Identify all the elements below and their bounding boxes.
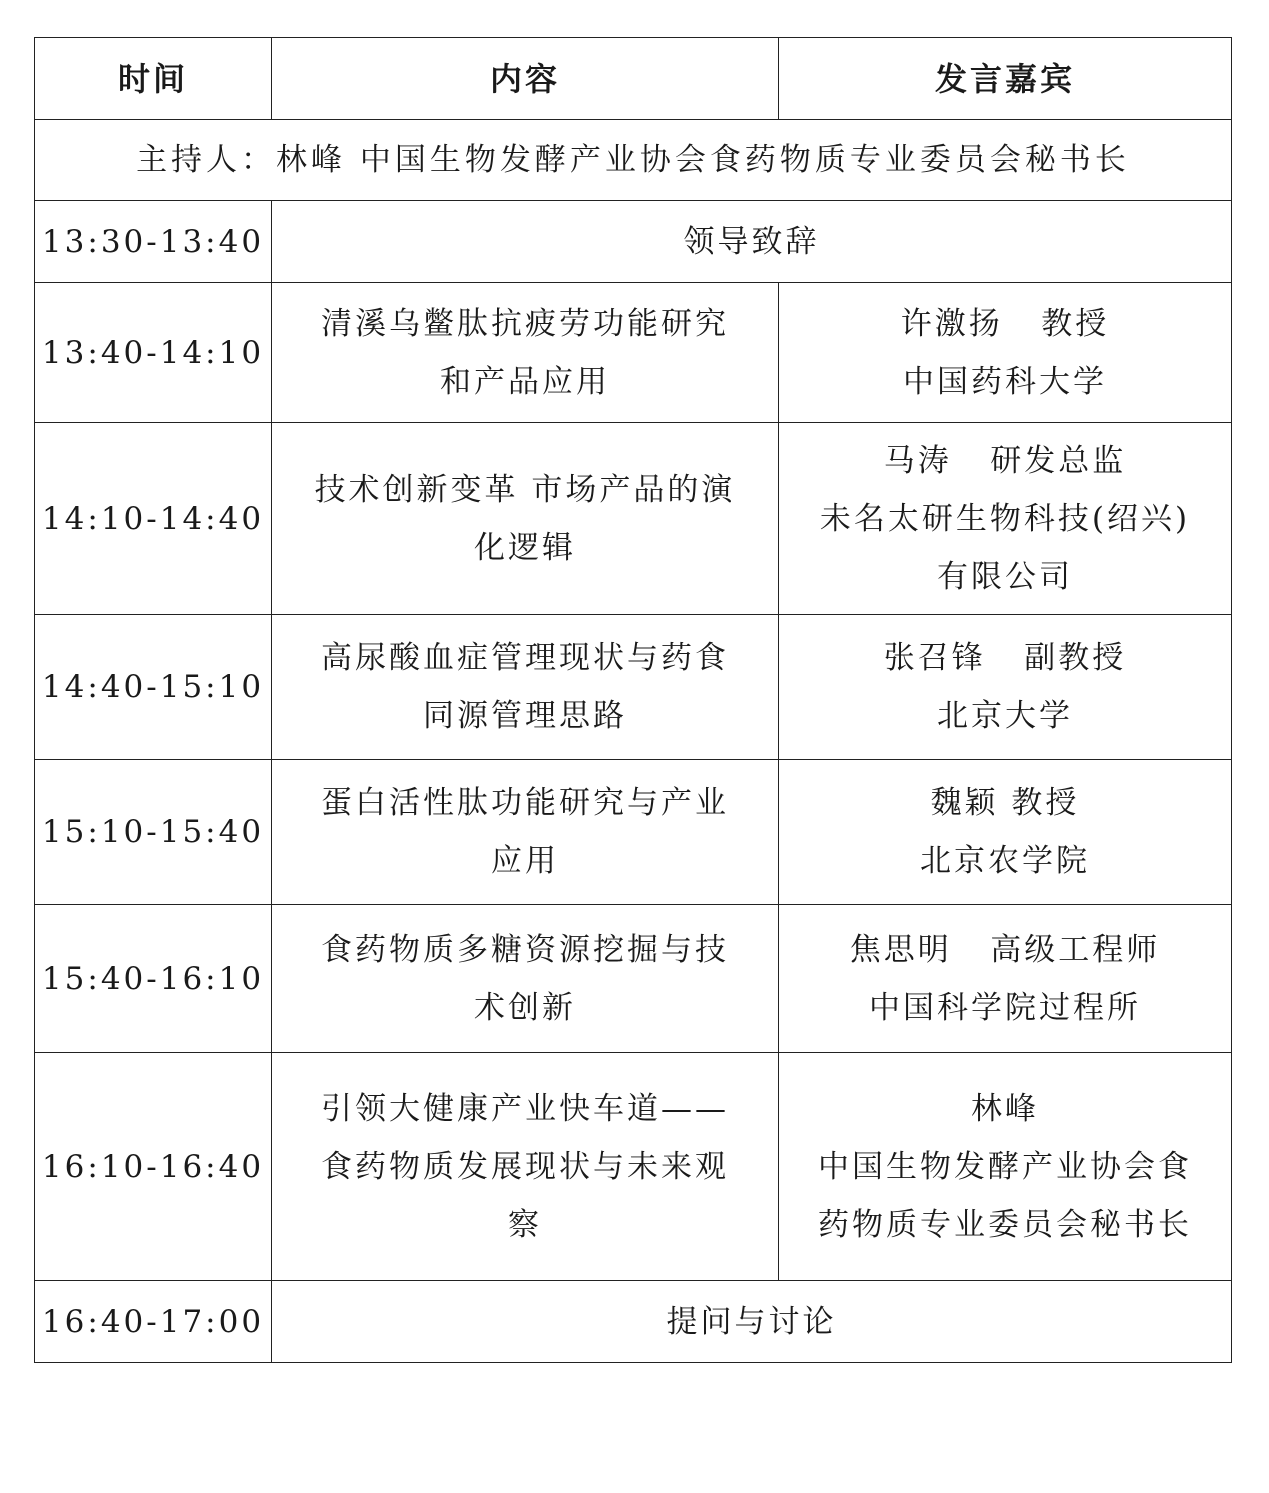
host-row	[35, 120, 1232, 201]
content-cell	[272, 1281, 1232, 1363]
table-row	[35, 615, 1232, 760]
content-line: 术创新	[474, 989, 576, 1026]
speaker-line: 许激扬 教授	[900, 305, 1110, 342]
table-row	[35, 1053, 1232, 1281]
agenda-table	[34, 37, 1232, 1363]
content-line: 化逻辑	[474, 529, 576, 566]
content-cell	[272, 201, 1232, 283]
content-line: 食药物质多糖资源挖掘与技	[321, 931, 729, 968]
speaker-line: 北京农学院	[920, 843, 1090, 879]
content-line: 领导致辞	[683, 223, 820, 260]
speaker-line: 中国生物发酵产业协会食	[818, 1148, 1192, 1185]
content-line: 引领大健康产业快车道——	[321, 1090, 729, 1127]
speaker-line: 魏颖 教授	[930, 785, 1080, 821]
table-header-row	[35, 38, 1232, 120]
speaker-cell	[779, 423, 1232, 615]
time-cell: 15:40-16:10	[35, 905, 272, 1053]
content-line: 应用	[491, 843, 559, 879]
time-cell: 14:10-14:40	[35, 423, 272, 615]
content-cell	[272, 905, 779, 1053]
content-cell	[272, 283, 779, 423]
content-line: 和产品应用	[440, 363, 610, 400]
table-row	[35, 283, 1232, 423]
speaker-line: 马涛 研发总监	[883, 442, 1127, 479]
content-line: 清溪乌鳖肽抗疲劳功能研究	[321, 305, 729, 342]
time-cell: 16:10-16:40	[35, 1053, 272, 1281]
content-line: 蛋白活性肽功能研究与产业	[321, 785, 729, 821]
host-cell: 主持人：林峰 中国生物发酵产业协会食药物质专业委员会秘书长	[35, 120, 1232, 201]
content-line: 同源管理思路	[423, 698, 627, 734]
table-row	[35, 423, 1232, 615]
header-content: 内容	[272, 38, 779, 120]
time-cell: 13:40-14:10	[35, 283, 272, 423]
time-cell: 14:40-15:10	[35, 615, 272, 760]
content-line: 高尿酸血症管理现状与药食	[321, 640, 729, 676]
speaker-cell	[779, 905, 1232, 1053]
table-row	[35, 201, 1232, 283]
content-cell	[272, 423, 779, 615]
header-speaker: 发言嘉宾	[779, 38, 1232, 120]
content-cell	[272, 615, 779, 760]
table-row	[35, 760, 1232, 905]
table-row	[35, 1281, 1232, 1363]
content-line: 提问与讨论	[666, 1303, 837, 1340]
time-cell: 15:10-15:40	[35, 760, 272, 905]
speaker-line: 未名太研生物科技(绍兴)	[819, 500, 1191, 537]
speaker-cell	[779, 1053, 1232, 1281]
content-line: 察	[508, 1206, 542, 1243]
time-cell: 16:40-17:00	[35, 1281, 272, 1363]
speaker-cell	[779, 760, 1232, 905]
speaker-line: 焦思明 高级工程师	[849, 931, 1161, 968]
content-cell	[272, 760, 779, 905]
table-row	[35, 905, 1232, 1053]
time-cell: 13:30-13:40	[35, 201, 272, 283]
content-line: 技术创新变革 市场产品的演	[314, 471, 736, 508]
speaker-line: 中国药科大学	[903, 363, 1107, 400]
speaker-cell	[779, 615, 1232, 760]
speaker-line: 张召锋 副教授	[883, 640, 1127, 676]
speaker-line: 林峰	[971, 1090, 1039, 1127]
speaker-line: 中国科学院过程所	[869, 989, 1141, 1026]
content-line: 食药物质发展现状与未来观	[321, 1148, 729, 1185]
content-cell	[272, 1053, 779, 1281]
speaker-line: 有限公司	[937, 558, 1073, 595]
speaker-cell	[779, 283, 1232, 423]
speaker-line: 北京大学	[937, 698, 1073, 734]
header-time: 时间	[35, 38, 272, 120]
speaker-line: 药物质专业委员会秘书长	[818, 1206, 1192, 1243]
